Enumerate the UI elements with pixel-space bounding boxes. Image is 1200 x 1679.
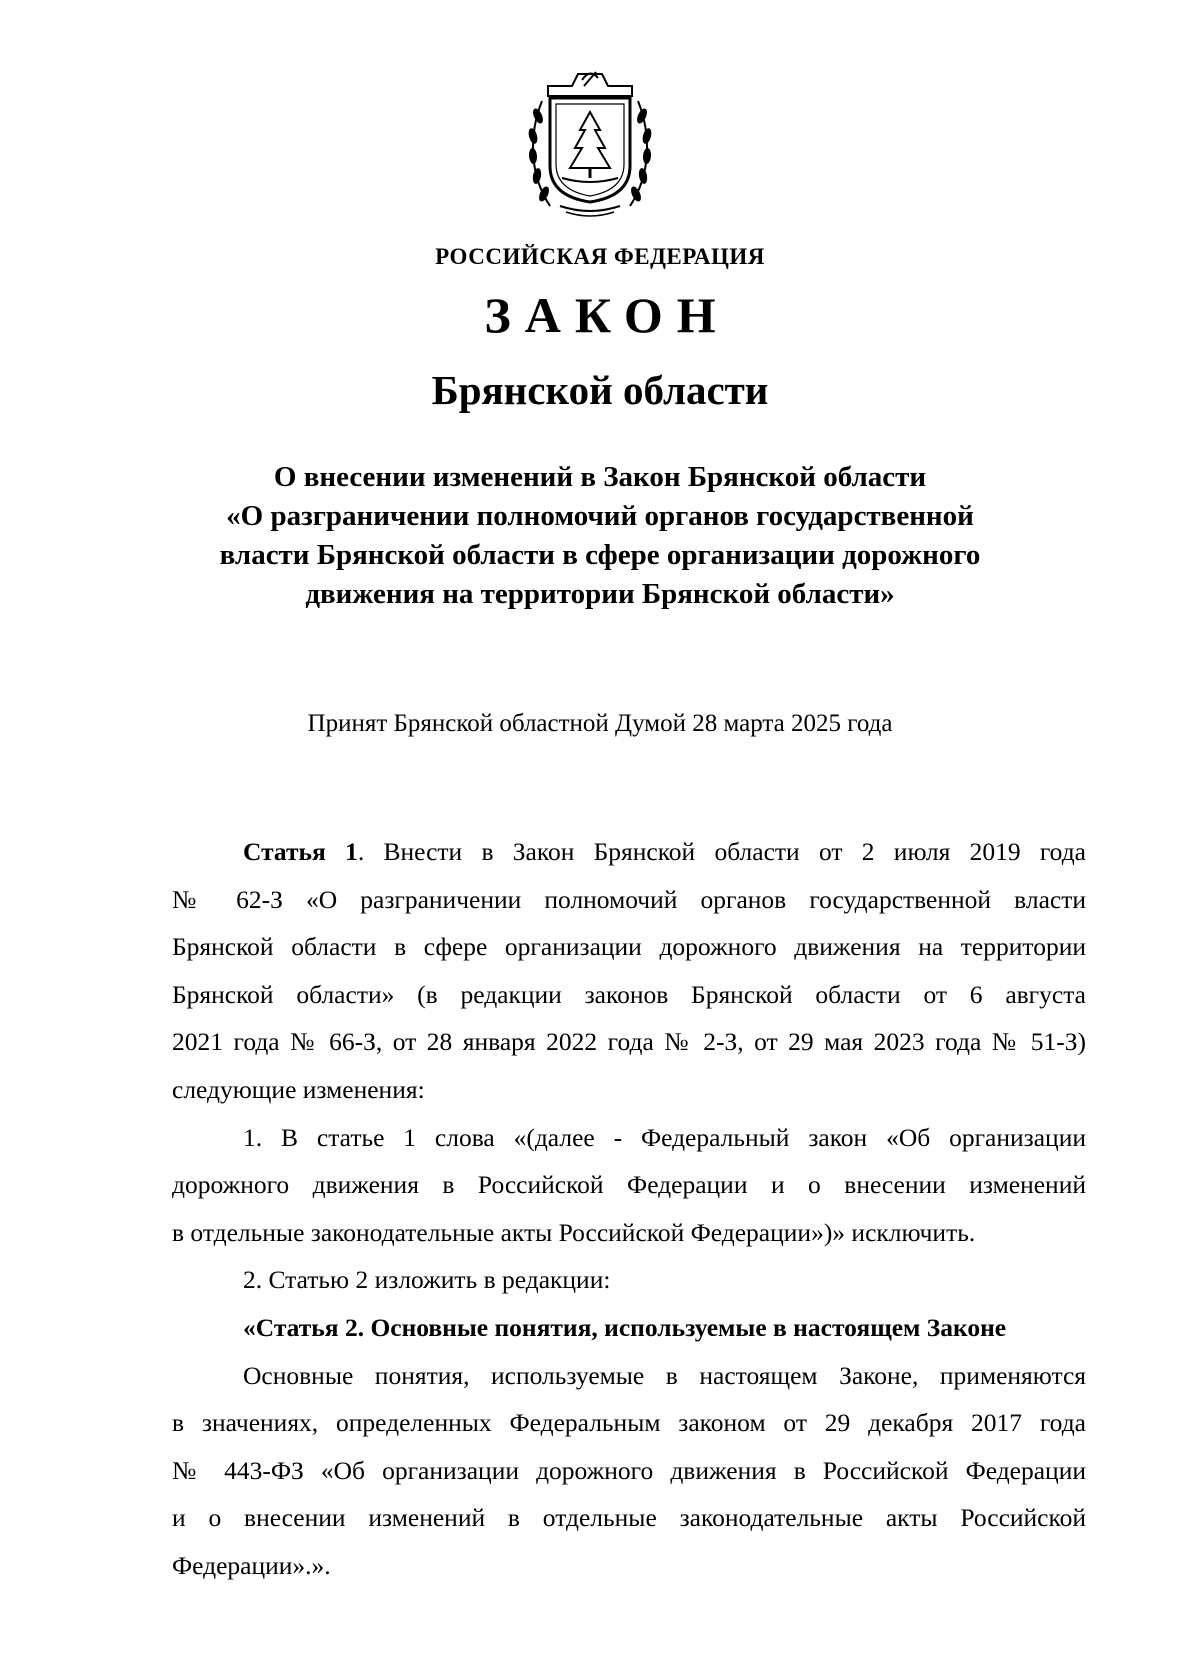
document-type: ЗАКОН: [484, 287, 730, 343]
adoption-statement: Принят Брянской областной Думой 28 марта 2025 года: [307, 710, 893, 737]
law-title: [0, 458, 1200, 614]
article-1-text: . Внести в Закон Брянской области от 2 июля 2019 года: [357, 837, 1086, 866]
article-2-line: № 443-ФЗ «Об организации дорожного движения в Российской Федерации: [172, 1455, 1086, 1485]
region-name: Брянской области: [431, 367, 769, 413]
article-1-label: Статья 1: [243, 837, 358, 866]
item-2-intro: 2. Статью 2 изложить в редакции:: [243, 1265, 611, 1295]
item-1-line: в отдельные законодательные акты Российской Федерации»)» исключить.: [172, 1217, 976, 1247]
law-body: [172, 828, 1086, 1590]
article-2-line: в значениях, определенных Федеральным законом от 29 декабря 2017 года: [172, 1408, 1086, 1438]
article-2-line: Федерации».».: [172, 1550, 331, 1580]
article-2-heading: «Статья 2. Основные понятия, используемые в настоящем Законе: [243, 1312, 1007, 1342]
law-title-line: власти Брянской области в сфере организации дорожного: [219, 539, 981, 571]
article-2-line: Основные понятия, используемые в настоящем Законе, применяются: [243, 1360, 1086, 1390]
item-1-line: 1. В статье 1 слова «(далее - Федеральный закон «Об организации: [243, 1122, 1086, 1152]
item-1-line: дорожного движения в Российской Федерации и о внесении изменений: [172, 1170, 1086, 1200]
law-title-line: движения на территории Брянской области»: [305, 578, 895, 610]
law-title-line: О внесении изменений в Закон Брянской области: [273, 461, 927, 493]
article-1-line: Брянской области» (в редакции законов Брянской области от 6 августа: [172, 979, 1086, 1009]
country-name: РОССИЙСКАЯ ФЕДЕРАЦИЯ: [435, 244, 765, 269]
article-1-line: Брянской области в сфере организации дорожного движения на территории: [172, 932, 1086, 962]
article-1-line: следующие изменения:: [172, 1074, 425, 1104]
article-2-line: и о внесении изменений в отдельные законодательные акты Российской: [172, 1503, 1086, 1533]
law-title-line: «О разграничении полномочий органов государственной: [226, 500, 974, 532]
article-1-first-line: [172, 828, 1086, 876]
article-1-line: № 62-З «О разграничении полномочий органов государственной власти: [172, 884, 1086, 914]
coat-of-arms-icon: [520, 56, 660, 222]
article-1-line: 2021 года № 66-З, от 28 января 2022 года № 2-З, от 29 мая 2023 года № 51-З): [172, 1027, 1086, 1057]
